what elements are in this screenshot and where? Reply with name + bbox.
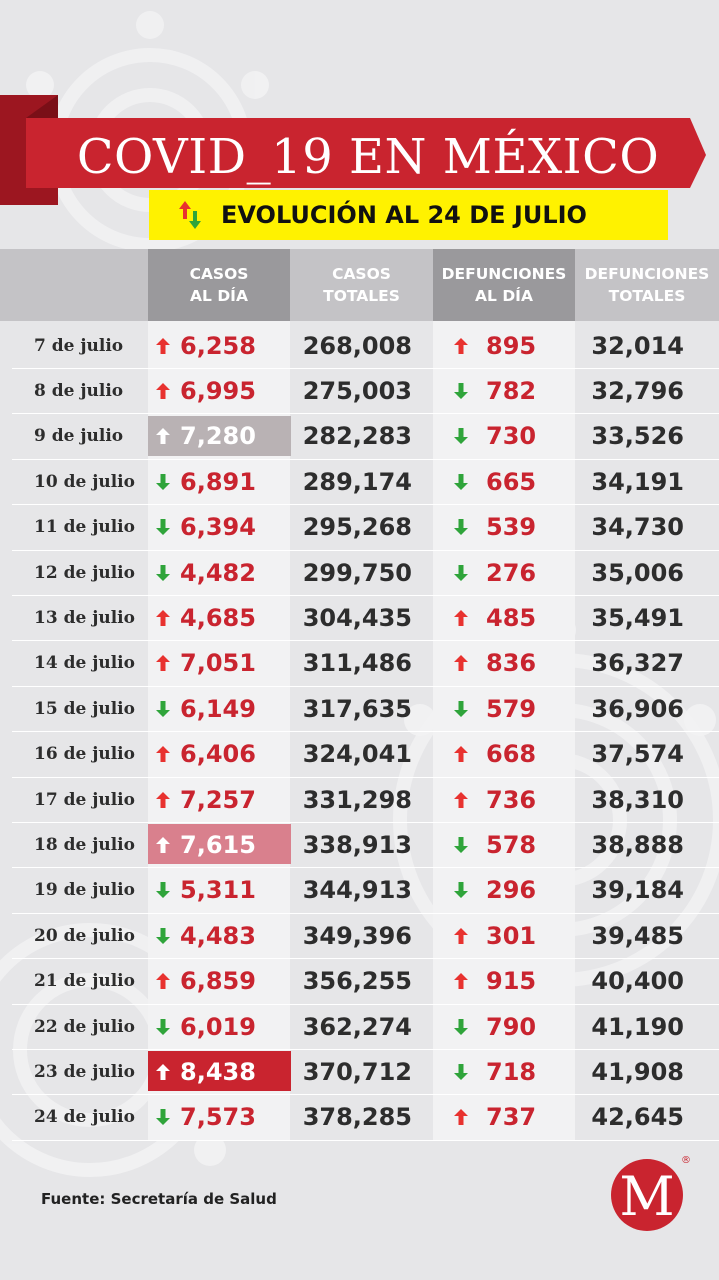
casos-dia-cell: [156, 641, 286, 686]
down-arrow-icon: [156, 882, 170, 898]
casos-dia-value: 6,995: [180, 376, 256, 405]
defunciones-dia-cell: [454, 1095, 554, 1140]
casos-totales-value: 304,435: [302, 603, 412, 632]
row-date: 17 de julio: [34, 789, 135, 810]
casos-dia-value: 7,257: [180, 785, 256, 814]
casos-dia-value: 6,859: [180, 967, 256, 996]
casos-dia-cell: [156, 868, 286, 913]
casos-dia-value: 6,394: [180, 513, 256, 542]
defunciones-totales-value: 36,906: [591, 694, 684, 723]
defunciones-totales-cell: [572, 595, 684, 640]
defunciones-dia-value: 915: [486, 967, 537, 996]
defunciones-totales-cell: [572, 459, 684, 504]
defunciones-dia-cell: [454, 641, 554, 686]
defunciones-dia-cell: [454, 595, 554, 640]
casos-totales-value: 311,486: [302, 649, 412, 678]
down-arrow-icon: [156, 519, 170, 535]
defunciones-totales-value: 32,796: [591, 376, 684, 405]
defunciones-totales-value: 38,310: [591, 785, 684, 814]
casos-dia-cell: [156, 323, 286, 368]
down-arrow-icon: [454, 701, 468, 717]
defunciones-dia-value: 730: [486, 422, 537, 451]
casos-dia-value: 6,406: [180, 740, 256, 769]
table-row: [12, 595, 719, 641]
defunciones-totales-value: 36,327: [591, 649, 684, 678]
defunciones-dia-cell: [454, 822, 554, 867]
casos-totales-value: 324,041: [302, 740, 412, 769]
defunciones-dia-value: 736: [486, 785, 537, 814]
casos-totales-cell: [300, 595, 412, 640]
casos-totales-cell: [300, 414, 412, 459]
table-row: [12, 1049, 719, 1095]
casos-dia-value: 5,311: [180, 876, 256, 905]
casos-dia-cell: [156, 822, 286, 867]
defunciones-totales-value: 42,645: [591, 1103, 684, 1132]
defunciones-dia-value: 301: [486, 921, 537, 950]
casos-totales-value: 275,003: [302, 376, 412, 405]
casos-totales-cell: [300, 822, 412, 867]
defunciones-dia-cell: [454, 777, 554, 822]
table-row: [12, 323, 719, 369]
casos-totales-cell: [300, 686, 412, 731]
row-date: 20 de julio: [34, 925, 135, 946]
casos-dia-cell: [156, 414, 286, 459]
defunciones-totales-value: 35,006: [591, 558, 684, 587]
defunciones-totales-value: 41,190: [591, 1012, 684, 1041]
defunciones-totales-value: 35,491: [591, 603, 684, 632]
down-arrow-icon: [454, 882, 468, 898]
defunciones-totales-cell: [572, 959, 684, 1004]
defunciones-dia-cell: [454, 868, 554, 913]
casos-totales-value: 349,396: [302, 921, 412, 950]
casos-dia-value: 6,258: [180, 331, 256, 360]
table-row: [12, 732, 719, 778]
casos-totales-cell: [300, 1049, 412, 1094]
casos-totales-value: 295,268: [302, 513, 412, 542]
defunciones-totales-cell: [572, 368, 684, 413]
casos-dia-value: 7,573: [180, 1103, 256, 1132]
defunciones-totales-value: 41,908: [591, 1057, 684, 1086]
up-arrow-icon: [454, 338, 468, 354]
up-arrow-icon: [156, 610, 170, 626]
defunciones-totales-value: 32,014: [591, 331, 684, 360]
subtitle-bar: [149, 190, 668, 240]
defunciones-dia-value: 296: [486, 876, 537, 905]
up-arrow-icon: [156, 383, 170, 399]
defunciones-totales-value: 33,526: [591, 422, 684, 451]
casos-dia-cell: [156, 1004, 286, 1049]
source-footnote: Fuente: Secretaría de Salud: [41, 1190, 277, 1208]
defunciones-dia-value: 668: [486, 740, 537, 769]
casos-totales-cell: [300, 459, 412, 504]
down-arrow-icon: [454, 474, 468, 490]
defunciones-totales-value: 34,191: [591, 467, 684, 496]
main-title: COVID_19 EN MÉXICO: [76, 129, 660, 185]
casos-totales-value: 317,635: [302, 694, 412, 723]
casos-dia-value: 6,891: [180, 467, 256, 496]
up-arrow-icon: [156, 746, 170, 762]
up-arrow-icon: [454, 655, 468, 671]
casos-totales-value: 344,913: [302, 876, 412, 905]
down-arrow-icon: [454, 565, 468, 581]
row-date: 18 de julio: [34, 834, 135, 855]
defunciones-dia-cell: [454, 368, 554, 413]
row-date: 8 de julio: [34, 380, 124, 401]
casos-dia-value: 7,615: [180, 830, 256, 859]
defunciones-dia-cell: [454, 550, 554, 595]
casos-dia-value: 4,685: [180, 603, 256, 632]
defunciones-dia-value: 737: [486, 1103, 537, 1132]
casos-totales-value: 370,712: [302, 1057, 412, 1086]
defunciones-dia-cell: [454, 686, 554, 731]
defunciones-dia-cell: [454, 732, 554, 777]
defunciones-totales-cell: [572, 641, 684, 686]
defunciones-totales-cell: [572, 686, 684, 731]
table-row: [12, 505, 719, 551]
casos-dia-cell: [156, 1049, 286, 1094]
casos-totales-value: 289,174: [302, 467, 412, 496]
casos-dia-cell: [156, 459, 286, 504]
casos-dia-cell: [156, 1095, 286, 1140]
defunciones-dia-value: 718: [486, 1057, 537, 1086]
row-date: 14 de julio: [34, 653, 135, 674]
row-date: 16 de julio: [34, 744, 135, 765]
casos-dia-cell: [156, 505, 286, 550]
row-date: 22 de julio: [34, 1016, 135, 1037]
casos-totales-value: 362,274: [302, 1012, 412, 1041]
casos-dia-cell: [156, 777, 286, 822]
up-arrow-icon: [454, 610, 468, 626]
table-row: [12, 959, 719, 1005]
defunciones-totales-cell: [572, 868, 684, 913]
defunciones-dia-value: 895: [486, 331, 537, 360]
down-arrow-icon: [156, 474, 170, 490]
up-arrow-icon: [156, 428, 170, 444]
casos-totales-cell: [300, 777, 412, 822]
defunciones-dia-value: 836: [486, 649, 537, 678]
row-date: 10 de julio: [34, 471, 135, 492]
casos-totales-cell: [300, 1004, 412, 1049]
svg-text:®: ®: [681, 1155, 691, 1166]
defunciones-dia-value: 578: [486, 830, 537, 859]
row-date: 19 de julio: [34, 880, 135, 901]
casos-totales-value: 282,283: [302, 422, 412, 451]
defunciones-dia-cell: [454, 459, 554, 504]
down-arrow-icon: [156, 701, 170, 717]
row-date: 11 de julio: [34, 517, 135, 538]
up-arrow-icon: [156, 973, 170, 989]
casos-totales-cell: [300, 368, 412, 413]
defunciones-dia-cell: [454, 1004, 554, 1049]
defunciones-dia-cell: [454, 1049, 554, 1094]
defunciones-totales-cell: [572, 1004, 684, 1049]
table-row: [12, 822, 719, 868]
casos-totales-cell: [300, 323, 412, 368]
casos-dia-value: 6,019: [180, 1012, 256, 1041]
casos-totales-value: 299,750: [302, 558, 412, 587]
up-arrow-icon: [454, 792, 468, 808]
up-arrow-icon: [454, 928, 468, 944]
defunciones-totales-cell: [572, 323, 684, 368]
defunciones-totales-value: 37,574: [591, 740, 684, 769]
casos-totales-value: 356,255: [302, 967, 412, 996]
defunciones-totales-cell: [572, 1095, 684, 1140]
svg-text:M: M: [619, 1165, 675, 1228]
up-arrow-icon: [156, 837, 170, 853]
row-date: 9 de julio: [34, 426, 124, 447]
casos-dia-value: 4,482: [180, 558, 256, 587]
casos-dia-value: 8,438: [180, 1057, 256, 1086]
defunciones-totales-cell: [572, 1049, 684, 1094]
casos-dia-value: 7,051: [180, 649, 256, 678]
defunciones-totales-value: 39,485: [591, 921, 684, 950]
defunciones-dia-value: 790: [486, 1012, 537, 1041]
row-date: 13 de julio: [34, 607, 135, 628]
up-arrow-icon: [454, 746, 468, 762]
defunciones-dia-value: 579: [486, 694, 537, 723]
down-arrow-icon: [454, 1064, 468, 1080]
down-arrow-icon: [454, 428, 468, 444]
casos-totales-cell: [300, 505, 412, 550]
up-down-trend-icon: [179, 201, 205, 229]
defunciones-totales-cell: [572, 414, 684, 459]
casos-dia-cell: [156, 959, 286, 1004]
defunciones-dia-cell: [454, 959, 554, 1004]
table-row: [12, 686, 719, 732]
defunciones-dia-value: 782: [486, 376, 537, 405]
milenio-logo: [609, 1153, 689, 1233]
defunciones-dia-cell: [454, 323, 554, 368]
casos-totales-value: 378,285: [302, 1103, 412, 1132]
casos-totales-value: 338,913: [302, 830, 412, 859]
down-arrow-icon: [454, 1019, 468, 1035]
header-casos-totales: CASOS TOTALES: [323, 265, 400, 305]
defunciones-dia-value: 539: [486, 513, 537, 542]
casos-dia-value: 4,483: [180, 921, 256, 950]
defunciones-totales-cell: [572, 732, 684, 777]
up-arrow-icon: [156, 792, 170, 808]
up-arrow-icon: [156, 338, 170, 354]
row-date: 7 de julio: [34, 335, 124, 356]
defunciones-totales-cell: [572, 777, 684, 822]
down-arrow-icon: [156, 565, 170, 581]
row-date: 15 de julio: [34, 698, 135, 719]
header-casos-dia: CASOS AL DÍA: [148, 249, 290, 321]
defunciones-totales-value: 39,184: [591, 876, 684, 905]
casos-totales-cell: [300, 732, 412, 777]
row-date: 21 de julio: [34, 971, 135, 992]
defunciones-dia-value: 485: [486, 603, 537, 632]
casos-dia-cell: [156, 595, 286, 640]
casos-dia-cell: [156, 686, 286, 731]
defunciones-totales-value: 38,888: [591, 830, 684, 859]
casos-totales-value: 331,298: [302, 785, 412, 814]
defunciones-totales-cell: [572, 550, 684, 595]
subtitle-text: EVOLUCIÓN AL 24 DE JULIO: [221, 201, 587, 229]
row-date: 12 de julio: [34, 562, 135, 583]
defunciones-dia-value: 276: [486, 558, 537, 587]
up-arrow-icon: [156, 655, 170, 671]
casos-totales-value: 268,008: [302, 331, 412, 360]
down-arrow-icon: [156, 1109, 170, 1125]
casos-totales-cell: [300, 868, 412, 913]
table-row: [12, 459, 719, 505]
casos-dia-value: 7,280: [180, 422, 256, 451]
casos-totales-cell: [300, 1095, 412, 1140]
casos-dia-cell: [156, 550, 286, 595]
header-defunciones-totales: DEFUNCIONES TOTALES: [584, 265, 710, 305]
casos-dia-cell: [156, 913, 286, 958]
defunciones-totales-cell: [572, 505, 684, 550]
casos-totales-cell: [300, 550, 412, 595]
down-arrow-icon: [454, 519, 468, 535]
defunciones-totales-value: 40,400: [591, 967, 684, 996]
defunciones-dia-cell: [454, 505, 554, 550]
up-arrow-icon: [454, 1109, 468, 1125]
up-arrow-icon: [454, 973, 468, 989]
table-row: [12, 868, 719, 914]
casos-dia-cell: [156, 368, 286, 413]
header-defunciones-dia: DEFUNCIONES AL DÍA: [433, 249, 575, 321]
table-row: [12, 1004, 719, 1050]
table-row: [12, 777, 719, 823]
defunciones-totales-cell: [572, 913, 684, 958]
defunciones-totales-cell: [572, 822, 684, 867]
defunciones-dia-value: 665: [486, 467, 537, 496]
down-arrow-icon: [156, 928, 170, 944]
casos-totales-cell: [300, 913, 412, 958]
defunciones-totales-value: 34,730: [591, 513, 684, 542]
row-date: 24 de julio: [34, 1107, 135, 1128]
casos-dia-cell: [156, 732, 286, 777]
table-row: [12, 550, 719, 596]
casos-totales-cell: [300, 959, 412, 1004]
casos-totales-cell: [300, 641, 412, 686]
table-row: [12, 414, 719, 460]
defunciones-dia-cell: [454, 414, 554, 459]
table-row: [12, 368, 719, 414]
row-date: 23 de julio: [34, 1061, 135, 1082]
down-arrow-icon: [156, 1019, 170, 1035]
table-row: [12, 1095, 719, 1141]
table-row: [12, 913, 719, 959]
casos-dia-value: 6,149: [180, 694, 256, 723]
defunciones-dia-cell: [454, 913, 554, 958]
down-arrow-icon: [454, 383, 468, 399]
up-arrow-icon: [156, 1064, 170, 1080]
table-row: [12, 641, 719, 687]
down-arrow-icon: [454, 837, 468, 853]
